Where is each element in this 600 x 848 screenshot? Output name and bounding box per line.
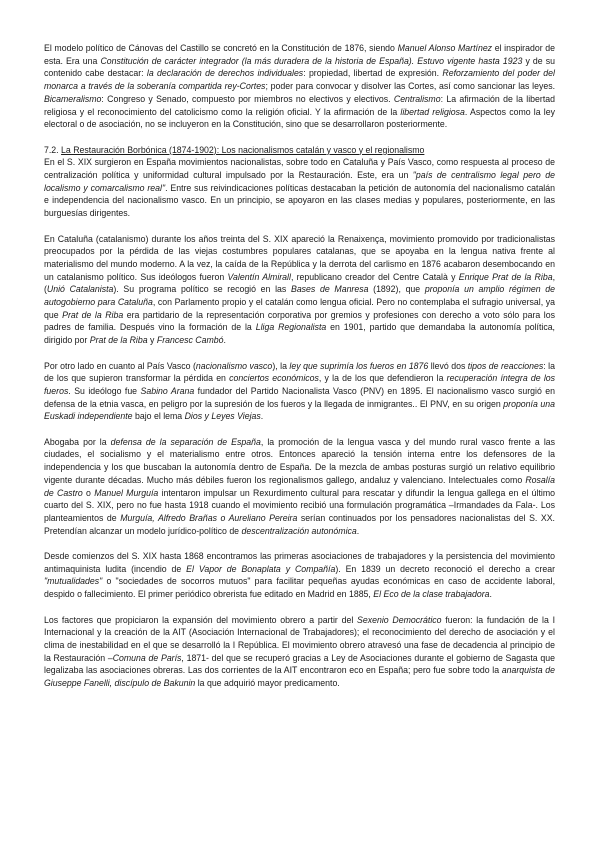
- italic-text: Rosalía de Castro: [44, 474, 555, 498]
- text-run: ). En 1839 un decreto reconoció el derecho a crear: [335, 563, 555, 574]
- text-run: .: [356, 525, 360, 536]
- paragraph-obrero-expansion: [44, 614, 555, 690]
- paragraph-pais-vasco: [44, 360, 555, 424]
- text-run: .: [489, 589, 492, 600]
- text-run: : la de los que supieron transformar la pérdida en: [44, 360, 555, 384]
- text-run: .: [260, 411, 264, 422]
- text-run: serían continuados por los pensadores nacionalistas del S. XX. Pretendían alcanzar un modelo jurídico-político de: [44, 512, 555, 536]
- text-run: y: [147, 335, 157, 346]
- italic-text: Valentín Almirall: [227, 271, 291, 282]
- text-run: ). Su programa político se recogió en las: [113, 284, 291, 295]
- text-run: o: [82, 487, 95, 498]
- italic-text: Murguía, Alfredo Brañas o Aureliano Pereira: [120, 512, 298, 523]
- italic-text: Sabino Arana: [140, 385, 195, 396]
- italic-text: Enrique Prat de la Riba: [458, 271, 553, 282]
- text-run: : La afirmación de la libertad religiosa y el reconocimiento del catolicismo como la religión oficial. Y la afirmación de la: [44, 93, 555, 117]
- italic-text: Bases de Manresa: [290, 284, 369, 295]
- italic-text: la declaración de derechos individuales: [146, 68, 304, 79]
- italic-text: descentralización autonómica: [241, 525, 357, 536]
- italic-text: Constitución de carácter integrador (la más duradera de la historia de España). Estuvo vigente hasta 1923: [100, 55, 523, 66]
- text-run: (1892), que: [368, 284, 425, 295]
- text-run: fueron: la fundación de la I Internacional y la creación de la AIT (Asociación Internacional de Trabajadores); el reconocimiento del derecho de asociación y el clima de inestabilidad en el que se desarrolló la I República. El movimiento obrero atravesó una fase de decadencia al principio de la Restauración –: [44, 614, 555, 663]
- text-run: bajo el lema: [132, 411, 185, 422]
- text-run: Los factores que propiciaron la expansión del movimiento obrero a partir del: [44, 614, 358, 625]
- italic-text: proponía una Euskadi independiente: [44, 398, 555, 422]
- paragraph-obrero-inicios: [44, 550, 555, 601]
- italic-text: Dios y Leyes Viejas: [184, 411, 261, 422]
- italic-text: "mutualidades": [44, 576, 103, 587]
- text-run: ), la: [272, 360, 290, 371]
- italic-text: Unió Catalanista: [46, 284, 114, 295]
- italic-text: anarquista de Giuseppe Fanelli, discípulo de Bakunin: [44, 665, 555, 689]
- italic-text: El Eco de la clase trabajadora: [373, 589, 490, 600]
- italic-text: Reforzamiento del poder del monarca a través de la soberanía compartida rey-Cortes: [44, 68, 555, 92]
- text-run: Abogaba por la: [44, 436, 111, 447]
- paragraph-canovas: [44, 42, 555, 131]
- italic-text: nacionalismo vasco: [195, 360, 273, 371]
- text-run: llevó dos: [428, 360, 468, 371]
- italic-text: Lliga Regionalista: [255, 322, 327, 333]
- text-run: intentaron impulsar un Rexurdimento cultural para rescatar y difundir la lengua gallega en el último cuarto del S. XIX, pero no fue hasta 1918 cuando el movimiento recibió una formulación programática –Irmandades da Fala-. Los planteamientos de: [44, 487, 555, 523]
- text-run: , la promoción de la lengua vasca y del mundo rural vasco frente a las ciudades, el socialismo y el materialismo entre otros. Entonces apareció la tensión interna entre los defensores de la independencia y los que buscaban la autonomía dentro de España. De la mezcla de ambas posturas surgió un relativo equilibrio vigente durante décadas. Mucho más débiles fueron los regionalismos gallego, andaluz y valenciano. Intelectuales como: [44, 436, 555, 485]
- italic-text: Manuel Alonso Martínez: [397, 43, 493, 53]
- text-run: : Congreso y Senado, compuesto por miembros no electivos y electivos.: [101, 93, 394, 104]
- text-run: , republicano creador del Centre Català y: [290, 271, 459, 282]
- italic-text: Prat de la Riba: [62, 309, 124, 320]
- italic-text: proponía un amplio régimen de autogobierno para Cataluña: [44, 284, 556, 308]
- text-run: En el S. XIX surgieron en España movimientos nacionalistas, sobre todo en Cataluña y País Vasco, como respuesta al proceso de centralización política y uniformidad cultural impulsado por la Restauración. Este, era un: [44, 157, 555, 181]
- italic-text: tipos de reacciones: [467, 360, 544, 371]
- italic-text: recuperación íntegra de los fueros: [44, 373, 556, 396]
- italic-text: "país de centralismo legal pero de localismo y comarcalismo real": [44, 170, 555, 193]
- text-run: Desde comienzos del S. XIX hasta 1868 encontramos las primeras asociaciones de trabajadores y la persistencia del movimiento antimaquinista ludita (incendio de: [44, 551, 555, 574]
- italic-text: Manuel Murguía: [94, 487, 159, 498]
- text-run: en 1901, partido que demandaba la autonomía política, dirigido por: [44, 322, 555, 346]
- text-run: , con Parlamento propio y el catalán como lengua oficial. Pero no contemplaba el sufragio universal, ya que: [44, 297, 555, 320]
- document-page: [44, 42, 555, 690]
- text-run: fundador del Partido Nacionalista Vasco (PNV) en 1895. El nacionalismo vasco surgió en defensa de la etnia vasca, en peligro por la supresión de los fueros y la llegada de inmigrantes.. El PNV, en su origen: [44, 385, 555, 409]
- text-run: era partidario de la representación corporativa por gremios y profesiones con derecho a voto sólo para los padres de familia. Después vino la formación de la: [44, 309, 555, 333]
- paragraph-intro-nacionalismos: [44, 156, 555, 220]
- italic-text: Francesc Cambó: [156, 335, 224, 346]
- section-number: 7.2.: [44, 144, 59, 155]
- text-run: la que adquirió mayor predicamento.: [195, 678, 340, 689]
- text-run: ; poder para convocar y disolver las Cortes, así como sancionar las leyes.: [265, 81, 555, 92]
- italic-text: Prat de la Riba: [89, 335, 148, 346]
- italic-text: Comuna de París: [112, 652, 182, 663]
- text-run: El modelo político de Cánovas del Castillo se concretó en la Constitución de 1876, siendo: [44, 43, 398, 53]
- italic-text: libertad religiosa: [400, 106, 465, 117]
- text-run: el inspirador de esta. Era una: [44, 43, 555, 66]
- text-run: . Aspectos como la ley electoral o de asociación, no se incluyeron en la Constitución, sino que se desarrollaron posteriormente.: [44, 106, 555, 130]
- italic-text: defensa de la separación de España: [110, 436, 261, 447]
- section-heading: [44, 144, 555, 157]
- text-run: . Su ideólogo fue: [68, 385, 141, 396]
- italic-text: conciertos económicos: [229, 373, 319, 384]
- italic-text: ley que suprimía los fueros en 1876: [289, 360, 429, 371]
- text-run: : propiedad, libertad de expresión.: [303, 68, 443, 79]
- paragraph-cataluna: [44, 233, 555, 347]
- italic-text: Bicameralismo: [44, 93, 102, 104]
- text-run: , 1871- del que se recuperó gracias a Ley de Asociaciones durante el gobierno de Sagasta que legalizaba las asociaciones obreras. Las dos corrientes de la AIT encontraron eco en España; pero fue sobre todo la: [44, 652, 555, 676]
- text-run: En Cataluña (catalanismo) durante los años treinta del S. XIX apareció la Renaixença, movimiento promovido por tradicionalistas preocupados por la pérdida de las viejas costumbres populares catalanas, que se apoyaba en la lengua nativa frente al materialismo del mundo moderno. A la vez, la caída de la República y la derrota del carlismo en 1876 acabaron desembocando en un catalanismo político. Sus ideólogos fueron: [44, 233, 555, 282]
- italic-text: Sexenio Democrático: [357, 614, 442, 625]
- paragraph-galicia: [44, 436, 555, 538]
- text-run: .: [223, 335, 226, 346]
- section-title: La Restauración Borbónica (1874-1902): Los nacionalismos catalán y vasco y el regionalismo: [61, 144, 425, 155]
- text-run: Por otro lado en cuanto al País Vasco (: [44, 360, 196, 371]
- text-run: , y la de los que defendieron la: [318, 373, 447, 384]
- italic-text: El Vapor de Bonaplata y Compañía: [186, 563, 336, 574]
- text-run: o "sociedades de socorros mutuos" para facilitar pequeñas ayudas económicas en caso de accidente laboral, despido o fallecimiento. El primer periódico obrerista fue editado en Madrid en 1885,: [44, 576, 555, 600]
- text-run: . Entre sus reivindicaciones políticas destacaban la petición de autonomía del nacionalismo catalán e independencia del nacionalismo vasco. En un principio, se apoyaron en las clases medias y populares, posteriormente, en las burguesías dirigentes.: [44, 182, 555, 219]
- text-run: y de su contenido cabe destacar:: [44, 55, 555, 79]
- italic-text: Centralismo: [393, 93, 441, 104]
- text-run: , (: [44, 271, 555, 295]
